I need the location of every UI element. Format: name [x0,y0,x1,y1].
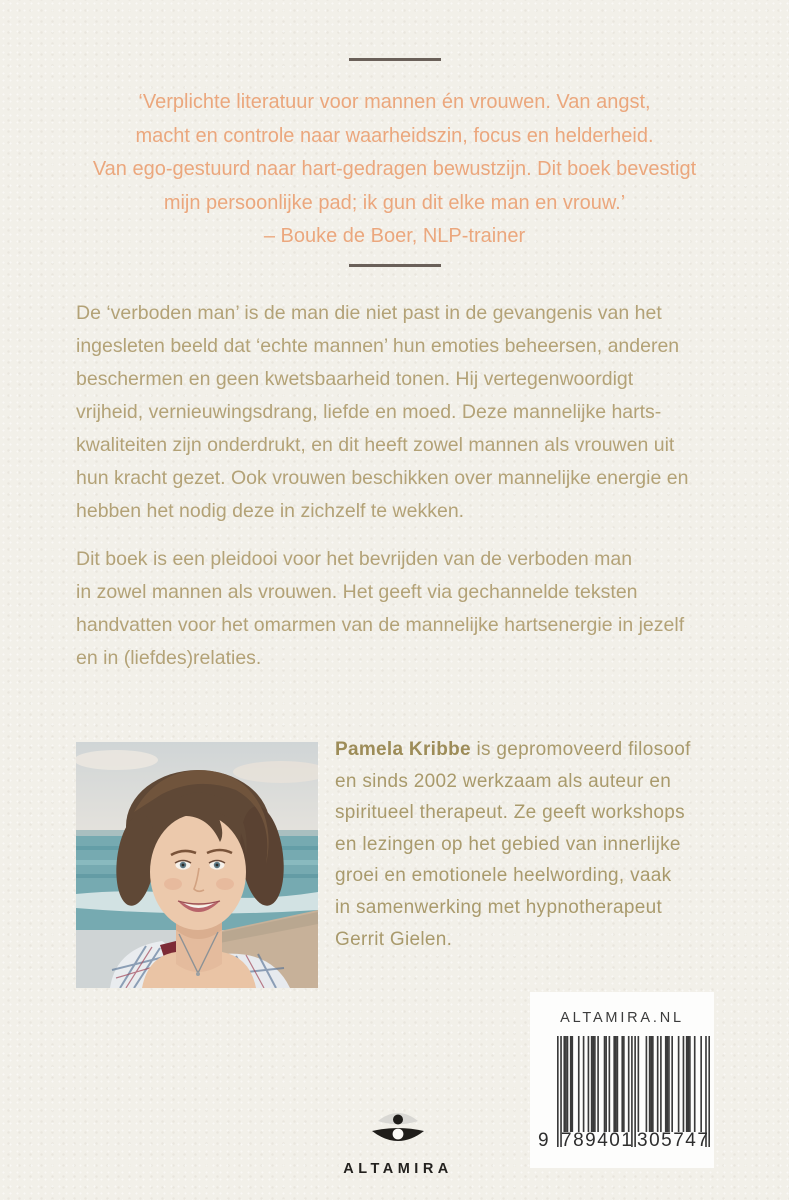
logo-upper-pupil [393,1115,403,1125]
text-line: en lezingen op het gebied van innerlijke [335,833,681,855]
text-line: macht en controle naar waarheidszin, focus en helderheid. [135,124,654,147]
barcode-panel [530,992,714,1168]
logo-lower-pupil [393,1129,404,1140]
isbn-group-2: 305747 [637,1130,710,1151]
author-photo-illustration [76,742,318,988]
synopsis-paragraph-1 [76,297,756,528]
text-line: groei en emotionele heelwording, vaak [335,865,672,887]
endorsement-quote [0,86,789,254]
author-bio-line-1-rest: is gepromoveerd filosoof [470,739,691,760]
endorsement-quote-lines [0,86,789,220]
text-line: beschermen en geen kwetsbaarheid tonen. Hij vertegenwoordigt [76,368,634,390]
text-line: hun kracht gezet. Ook vrouwen beschikken over mannelijke energie en [76,467,689,489]
text-line: in samenwerking met hypnotherapeut [335,896,663,918]
text-line: spiritueel therapeut. Ze geeft workshops [335,802,685,824]
text-line: en in (liefdes)relaties. [76,647,262,669]
author-bio-line-1 [335,734,735,766]
author-name: Pamela Kribbe [335,739,471,760]
text-line: in zowel mannen als vrouwen. Het geeft via gechannelde teksten [76,581,638,603]
text-line: Van ego-gestuurd naar hart-gedragen bewustzijn. Dit boek bevestigt [92,158,697,180]
text-line: en sinds 2002 werkzaam als auteur en [335,770,672,792]
altamira-eye-logo-icon [371,1104,425,1150]
author-photo [76,742,318,988]
text-line: De ‘verboden man’ is de man die niet past in de gevangenis van het [76,302,662,324]
text-line: kwaliteiten zijn onderdrukt, en dit heeft zowel mannen als vrouwen uit [76,434,675,456]
publisher-logo [318,1104,478,1177]
text-line: handvatten voor het omarmen van de mannelijke hartsenergie in jezelf [76,614,685,636]
isbn-prefix: 9 [538,1130,551,1151]
text-line: Gerrit Gielen. [335,928,453,950]
author-bio [335,734,735,955]
top-divider [349,58,441,61]
photo-cloud [76,750,158,770]
publisher-name: ALTAMIRA [343,1161,453,1177]
synopsis-paragraph-2 [76,543,756,675]
author-bio-lines [335,766,735,956]
text-line: Dit boek is een pleidooi voor het bevrijden van de verboden man [76,548,633,570]
text-line: hebben het nodig deze in zichzelf te wekken. [76,500,465,522]
barcode-digits [530,1130,714,1152]
quote-bottom-divider [349,264,441,267]
endorsement-attribution: – Bouke de Boer, NLP-trainer [263,225,526,247]
isbn-group-1: 789401 [561,1130,634,1151]
text-line: ingesleten beeld dat ‘echte mannen’ hun emoties beheersen, anderen [76,335,680,357]
publisher-website: ALTAMIRA.NL [560,1010,684,1026]
text-line: ‘Verplichte literatuur voor mannen én vrouwen. Van angst, [138,91,651,113]
text-line: mijn persoonlijke pad; ik gun dit elke man en vrouw.’ [163,191,626,214]
text-line: vrijheid, vernieuwingsdrang, liefde en moed. Deze mannelijke harts- [76,401,662,423]
